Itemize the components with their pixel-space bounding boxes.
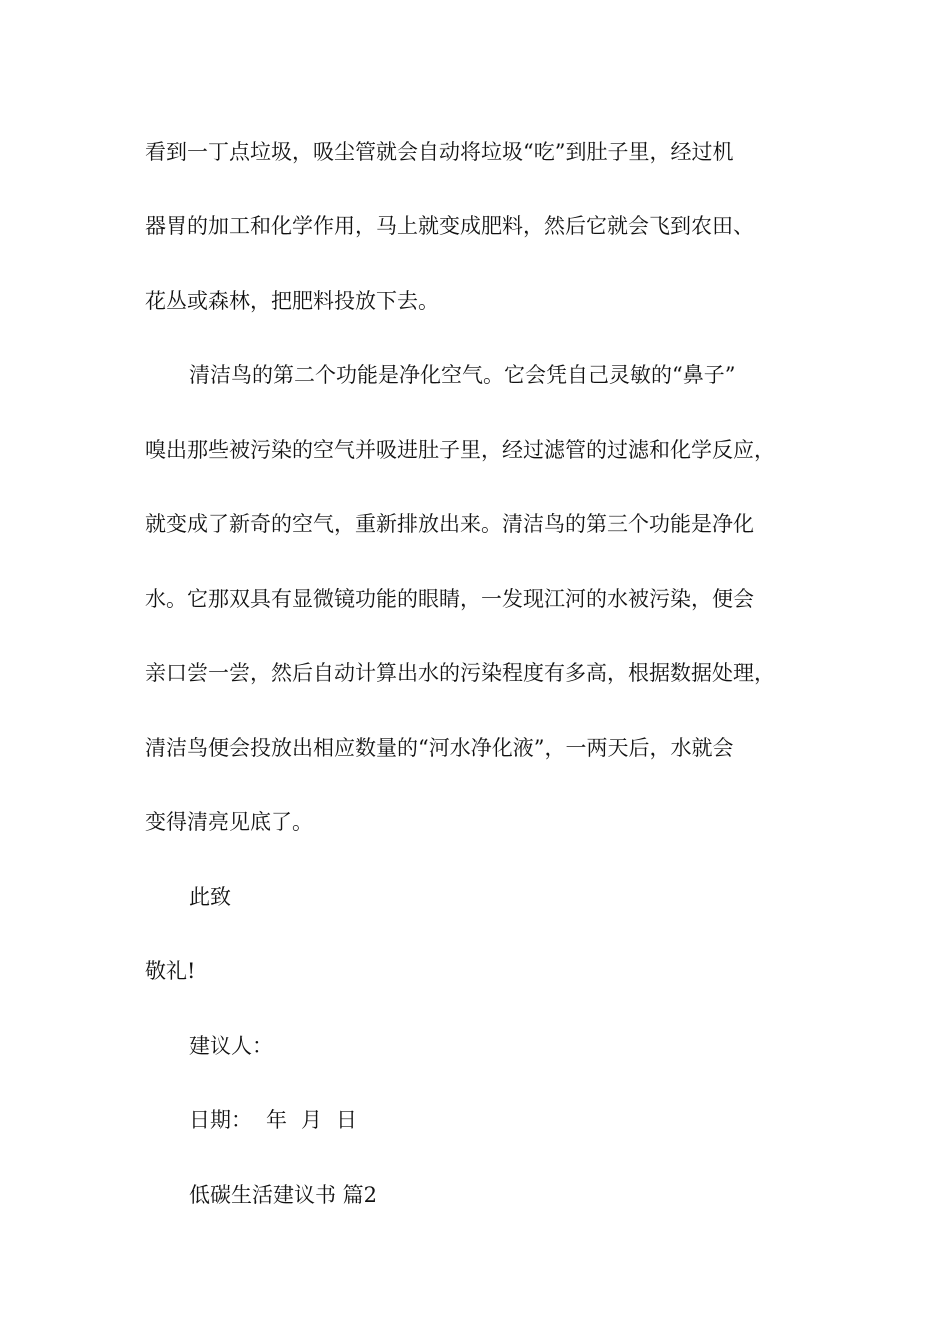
body-line-6: 就变成了新奇的空气，重新排放出来。清洁鸟的第三个功能是净化 <box>145 512 754 536</box>
body-line-4: 清洁鸟的第二个功能是净化空气。它会凭自己灵敏的“鼻子” <box>189 363 736 387</box>
body-line-5: 嗅出那些被污染的空气并吸进肚子里，经过滤管的过滤和化学反应， <box>145 438 775 462</box>
body-line-8: 亲口尝一尝，然后自动计算出水的污染程度有多高，根据数据处理， <box>145 661 775 685</box>
date-label: 日期： <box>189 1108 252 1132</box>
salutation: 此致 <box>189 885 231 909</box>
body-line-10: 变得清亮见底了。 <box>145 810 313 834</box>
date-day: 日 <box>336 1108 357 1132</box>
regards: 敬礼! <box>145 959 196 983</box>
proposer-label: 建议人： <box>189 1034 273 1058</box>
body-line-2: 器胃的加工和化学作用，马上就变成肥料，然后它就会飞到农田、 <box>145 214 754 238</box>
body-line-1: 看到一丁点垃圾，吸尘管就会自动将垃圾“吃”到肚子里，经过机 <box>145 140 734 164</box>
next-section-title: 低碳生活建议书 篇2 <box>189 1183 378 1207</box>
body-line-3: 花丛或森林，把肥料投放下去。 <box>145 289 439 313</box>
body-line-9: 清洁鸟便会投放出相应数量的“河水净化液”，一两天后，水就会 <box>145 736 734 760</box>
body-line-7: 水。它那双具有显微镜功能的眼睛，一发现江河的水被污染，便会 <box>145 587 754 611</box>
date-year: 年 <box>266 1108 287 1132</box>
date-line <box>189 1102 869 1138</box>
date-month: 月 <box>301 1108 322 1132</box>
